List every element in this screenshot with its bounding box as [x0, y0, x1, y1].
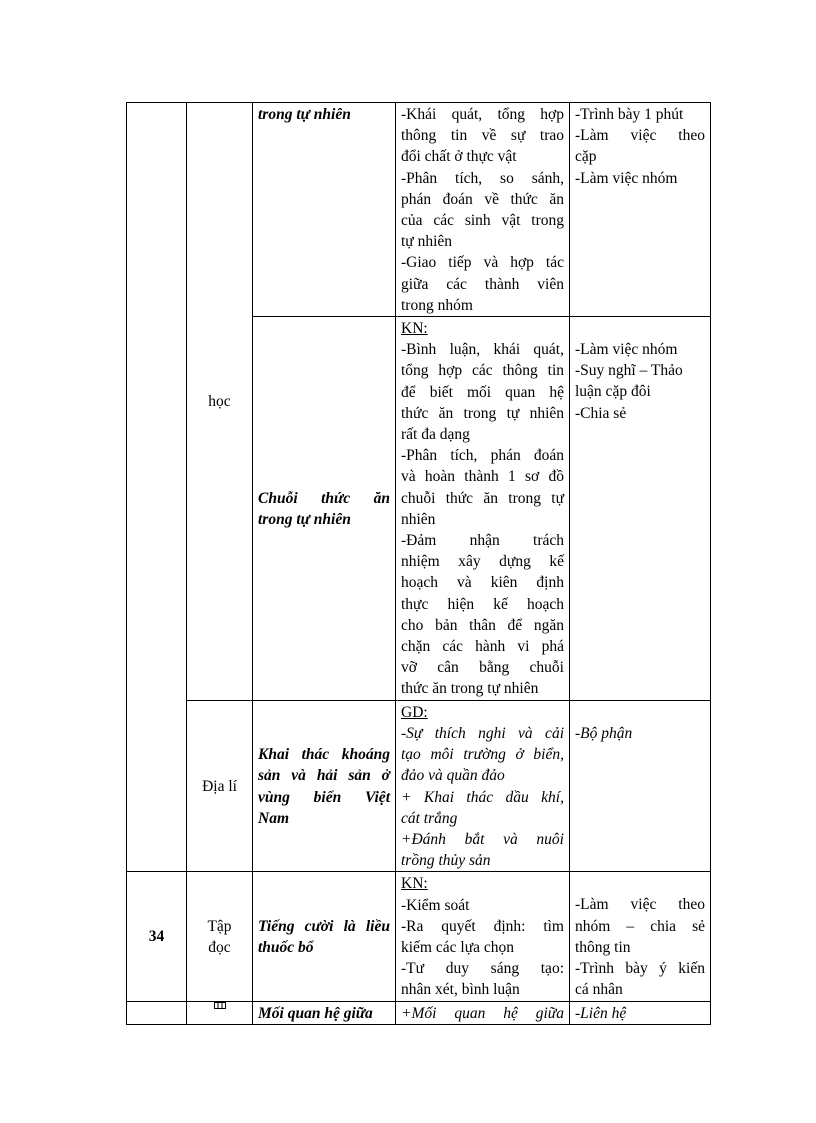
method-line: nhóm – chia sẻ	[575, 917, 705, 935]
skill-line: trong nhóm	[401, 296, 473, 314]
methods-cell	[570, 872, 711, 1001]
lesson-title-cell	[253, 700, 396, 872]
table-anchor-icon	[214, 1002, 226, 1010]
content-line: +Mối quan hệ giữa	[401, 1004, 564, 1022]
content-line: -Sự thích nghi và cải	[401, 724, 564, 742]
method-line: -Liên hệ	[575, 1004, 627, 1022]
skill-line: -Bình luận, khái quát,	[401, 341, 564, 359]
method-line: thông tin	[575, 938, 631, 956]
lesson-title-cell	[253, 1001, 396, 1024]
kn-tag: KN:	[401, 875, 428, 893]
skill-line: nhân xét, bình luận	[401, 981, 520, 999]
week-cell-empty	[127, 103, 187, 872]
lesson-title: trong tự nhiên	[258, 106, 351, 123]
skill-line: -Kiểm soát	[401, 896, 470, 914]
gd-tag: GD:	[401, 703, 428, 721]
lesson-title-line: thuốc bổ	[258, 938, 314, 956]
table-row	[127, 700, 711, 872]
skill-line: kiếm các lựa chọn	[401, 938, 514, 956]
skill-line: cho bản thân để ngăn	[401, 616, 564, 634]
methods-cell	[570, 1001, 711, 1024]
skill-line: đổi chất ở thực vật	[401, 148, 517, 166]
content-line: đảo và quần đảo	[401, 767, 505, 785]
content-line: trồng thủy sản	[401, 852, 491, 870]
method-line: cặp	[575, 148, 597, 166]
skill-line: để biết mối quan hệ	[401, 383, 564, 401]
method-line: cá nhân	[575, 981, 623, 999]
skills-cell	[396, 872, 570, 1001]
method-line: -Làm việc nhóm	[575, 169, 678, 187]
skill-line: tổng hợp các thông tin	[401, 362, 564, 380]
lesson-title-line: vùng biển Việt	[258, 788, 390, 806]
subject-label: Tập	[207, 917, 232, 935]
method-line: -Trình bày ý kiến	[575, 959, 705, 977]
skill-line: -Phân tích, so sánh,	[401, 169, 564, 187]
subject-label: Địa lí	[202, 777, 237, 795]
skill-line: chuỗi thức ăn trong tự	[401, 489, 564, 507]
subject-cell	[187, 103, 253, 701]
skill-line: và hoàn thành 1 sơ đồ	[401, 468, 564, 486]
skill-line: thức ăn trong tự nhiên	[401, 680, 539, 698]
skill-line: thực hiện kế hoạch	[401, 595, 564, 613]
content-cell	[396, 700, 570, 872]
content-cell	[396, 1001, 570, 1024]
subject-label: học	[208, 393, 231, 411]
lesson-title-line: Khai thác khoáng	[258, 746, 390, 764]
subject-cell	[187, 1001, 253, 1024]
subject-cell	[187, 872, 253, 1001]
table-row	[127, 1001, 711, 1024]
lesson-title-line: Nam	[258, 809, 289, 827]
table-row	[127, 103, 711, 317]
skill-line: giữa các thành viên	[401, 275, 564, 293]
skills-cell	[396, 103, 570, 317]
subject-label: đọc	[208, 938, 231, 956]
methods-cell	[570, 103, 711, 317]
skill-line: thông tin về sự trao	[401, 127, 564, 145]
content-line: + Khai thác dầu khí,	[401, 788, 564, 806]
method-line: -Làm việc nhóm	[575, 341, 678, 359]
lesson-title-cell	[253, 872, 396, 1001]
lesson-title-line: sản và hải sản ở	[258, 767, 390, 785]
skill-line: -Giao tiếp và hợp tác	[401, 254, 564, 272]
method-line: -Làm việc theo	[575, 127, 705, 145]
lesson-title-cell	[253, 103, 396, 317]
lesson-title-line: trong tự nhiên	[258, 510, 351, 528]
method-line: -Bộ phận	[575, 724, 633, 742]
lesson-title-line: Chuỗi thức ăn	[258, 489, 390, 507]
lesson-plan-table	[126, 102, 711, 1025]
skills-cell	[396, 317, 570, 701]
skill-line: hoạch và kiên định	[401, 574, 564, 592]
content-line: +Đánh bắt và nuôi	[401, 830, 564, 848]
skill-line: của các sinh vật trong	[401, 212, 564, 230]
skill-line: -Ra quyết định: tìm	[401, 917, 564, 935]
skill-line: tự nhiên	[401, 233, 453, 251]
skill-line: thức ăn trong tự nhiên	[401, 404, 564, 422]
skill-line: nhiệm xây dựng kế	[401, 553, 564, 571]
content-line: cát trắng	[401, 809, 458, 827]
methods-cell	[570, 317, 711, 701]
skill-line: rất đa dạng	[401, 426, 470, 444]
method-line: -Làm việc theo	[575, 896, 705, 914]
week-number-cell	[127, 872, 187, 1001]
lesson-title-line: Tiếng cười là liều	[258, 917, 390, 935]
week-cell-empty	[127, 1001, 187, 1024]
subject-cell	[187, 700, 253, 872]
content-line: tạo môi trường ở biển,	[401, 746, 564, 764]
method-line: -Suy nghĩ – Thảo	[575, 362, 683, 380]
skill-line: phán đoán về thức ăn	[401, 190, 564, 208]
lesson-title-cell	[253, 317, 396, 701]
week-number: 34	[148, 928, 165, 946]
skill-line: -Khái quát, tổng hợp	[401, 106, 564, 123]
skill-line: -Đảm nhận trách	[401, 532, 564, 550]
methods-cell	[570, 700, 711, 872]
table-row	[127, 872, 711, 1001]
skill-line: -Phân tích, phán đoán	[401, 447, 564, 465]
method-line: -Chia sẻ	[575, 404, 627, 422]
method-line: -Trình bày 1 phút	[575, 106, 684, 123]
skill-line: -Tư duy sáng tạo:	[401, 960, 564, 978]
method-line: luận cặp đôi	[575, 383, 651, 401]
skill-line: chặn các hành vi phá	[401, 638, 564, 656]
lesson-title-line: Mối quan hệ giữa	[258, 1004, 373, 1022]
skill-line: nhiên	[401, 510, 436, 528]
kn-tag: KN:	[401, 320, 428, 338]
skill-line: vỡ cân bằng chuỗi	[401, 659, 564, 677]
